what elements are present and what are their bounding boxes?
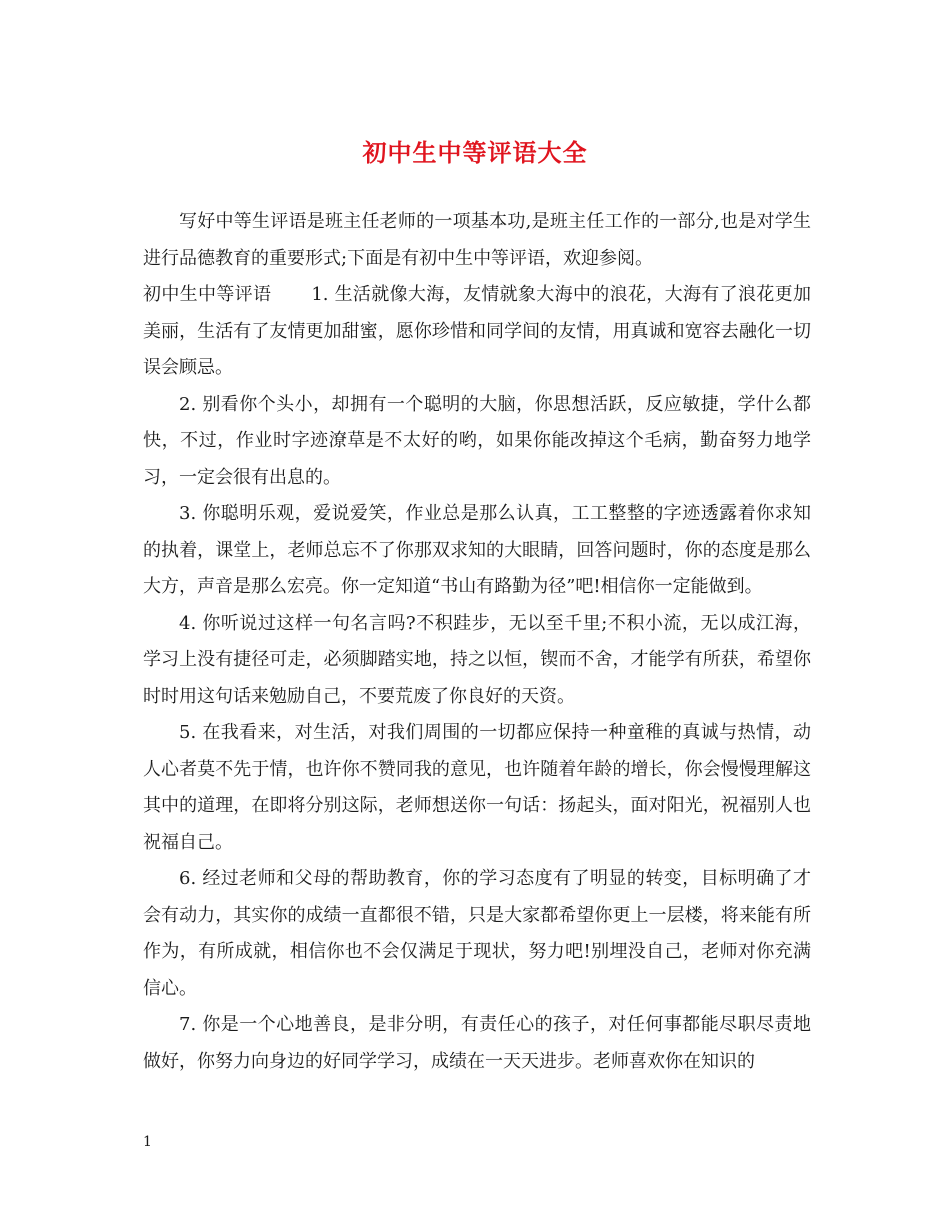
document-title: 初中生中等评语大全 [362,138,588,167]
item-text-1: 1. 生活就像大海，友情就象大海中的浪花，大海有了浪花更加美丽，生活有了友情更加甜蜜，愿你珍惜和同学间的友情，用真诚和宽容去融化一切误会顾忌。 [143,284,811,378]
item-paragraph-1 [143,277,811,387]
item-paragraph-3: 3. 你聪明乐观，爱说爱笑，作业总是那么认真，工工整整的字迹透露着你求知的执着，课堂上，老师总忘不了你那双求知的大眼睛，回答问题时，你的态度是那么大方，声音是那么宏亮。你一定知道“书山有路勤为径”吧!相信你一定能做到。 [143,503,811,597]
item-paragraph-4: 4. 你听说过这样一句名言吗?不积跬步，无以至千里;不积小流，无以成江海，学习上没有捷径可走，必须脚踏实地，持之以恒，锲而不舍，才能学有所获，希望你时时用这句话来勉励自己，不要荒废了你良好的天资。 [143,612,811,707]
page-number: 1 [143,1134,152,1150]
section-heading: 初中生中等评语 [143,284,272,305]
document-body [143,204,811,1080]
intro-paragraph: 写好中等生评语是班主任老师的一项基本功,是班主任工作的一部分,也是对学生进行品德教育的重要形式;下面是有初中生中等评语，欢迎参阅。 [143,211,811,269]
item-paragraph-7: 7. 你是一个心地善良，是非分明，有责任心的孩子，对任何事都能尽职尽责地做好，你努力向身边的好同学学习，成绩在一天天进步。老师喜欢你在知识的 [143,1014,811,1072]
item-paragraph-5: 5. 在我看来，对生活，对我们周围的一切都应保持一种童稚的真诚与热情，动人心者莫不先于情，也许你不赞同我的意见，也许随着年龄的增长，你会慢慢理解这其中的道理，在即将分别这际，老师想送你一句话：扬起头，面对阳光，祝福别人也祝福自己。 [143,722,811,853]
item-paragraph-6: 6. 经过老师和父母的帮助教育，你的学习态度有了明显的转变，目标明确了才会有动力，其实你的成绩一直都很不错，只是大家都希望你更上一层楼，将来能有所作为，有所成就，相信你也不会仅满足于现状，努力吧!别埋没自己，老师对你充满信心。 [143,868,811,999]
item-paragraph-2: 2. 别看你个头小，却拥有一个聪明的大脑，你思想活跃，反应敏捷，学什么都快，不过，作业时字迹潦草是不太好的哟，如果你能改掉这个毛病，勤奋努力地学习，一定会很有出息的。 [143,393,811,488]
